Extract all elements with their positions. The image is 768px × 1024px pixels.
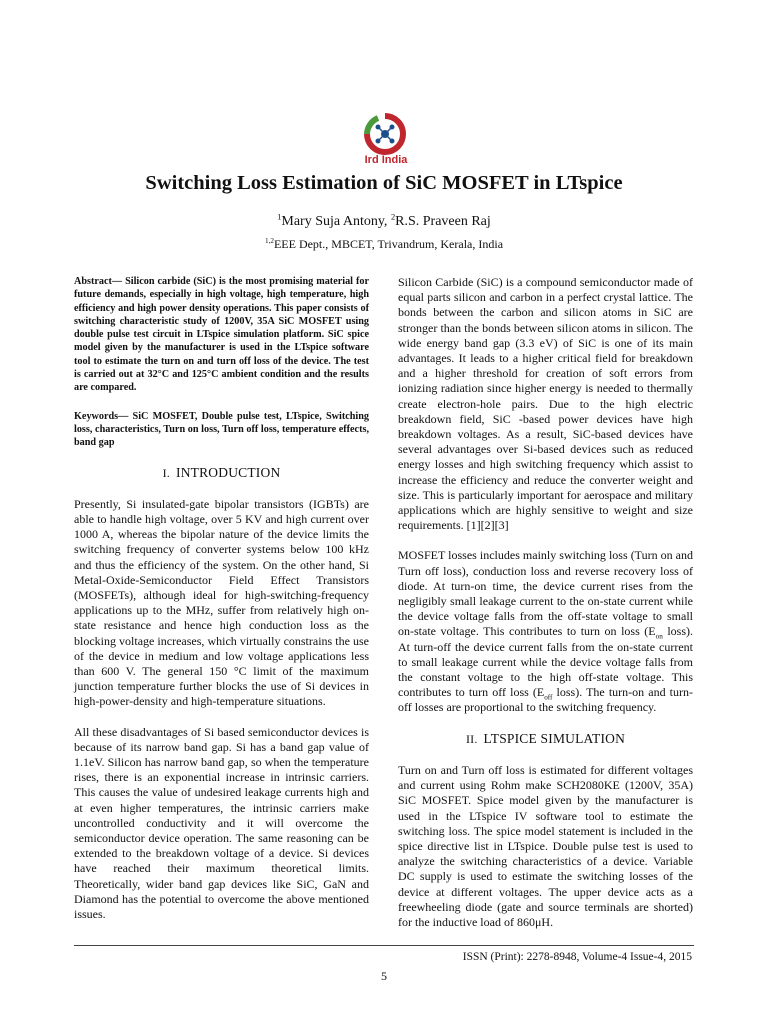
logo-text: Ird India — [364, 154, 408, 166]
logo-emblem-icon — [356, 112, 414, 156]
e-off-subscript: off — [544, 693, 553, 702]
e-on-subscript: on — [655, 632, 663, 641]
affiliation — [0, 237, 768, 252]
author2: R.S. Praveen Raj — [395, 214, 491, 229]
authors — [0, 214, 768, 230]
intro-paragraph-1: Presently, Si insulated-gate bipolar transistors (IGBTs) are able to handle high voltage, over 5 KV and high current over 1000 A, whereas the bipolar nature of the device limits the switching frequency of converter systems below 100 kHz and thus the efficiency of the system. On the other hand, Si Metal-Oxide-Semiconductor Field Effect Transistors (MOSFETs), although ideal for high-switching-frequency applications up to the MHz, suffer from relatively high on-state resistance and hence high conduction loss as the blocking voltage increases, which virtually constrains the use of the device in medium and low voltage applications less than 600 V. The general 150 °C limit of the maximum junction temperature further blocks the use of Si devices in high-power-density and high-temperature situations. — [74, 496, 369, 709]
affiliation-text: EEE Dept., MBCET, Trivandrum, Kerala, India — [273, 237, 504, 251]
ltspice-paragraph: Turn on and Turn off loss is estimated for different voltages and current using Rohm make SCH2080KE (1200V, 35A) SiC MOSFET. Spice model given by the manufacturer is used in the LTspice IV software tool to estimate the switching loss. The spice model statement is included in the spice directive list in LTspice. Double pulse test is used to analyze the switching characteristics of a device. Variable DC supply is used to estimate the switching losses of the device at different voltages. The upper device acts as a freewheeling diode (gate and source terminals are shorted) for the inductive load of 860μH. — [398, 762, 693, 929]
left-column — [74, 275, 369, 937]
section-heading-introduction — [74, 465, 369, 481]
keywords: Keywords— SiC MOSFET, Double pulse test, LTspice, Switching loss, characteristics, Turn on loss, Turn off loss, temperature effects, band gap — [74, 410, 369, 449]
author2-sup: 2 — [390, 212, 396, 222]
section-title: LTSPICE SIMULATION — [483, 730, 626, 746]
section-number: II. — [465, 731, 478, 746]
author1: Mary Suja Antony, — [281, 214, 391, 229]
author1-sup: 1 — [277, 212, 282, 222]
losses-text-1: MOSFET losses includes mainly switching loss (Turn on and Turn off loss), conduction loss and reverse recovery loss of diode. At turn-on time, the device current rises from the negligibly small leakage current to the on-state current while the device voltage falls from the off-state voltage to small on-state voltage. This contributes to turn on loss (E — [398, 548, 693, 639]
losses-text-2: loss). At turn-off the device current falls from the on-state current to small leakage current while the device voltage falls from the constant voltage to the high off-state voltage. This contributes to turn off loss (E — [398, 624, 693, 700]
page-number: 5 — [381, 969, 387, 983]
section-number: I. — [162, 465, 170, 480]
paper-title: Switching Loss Estimation of SiC MOSFET in LTspice — [145, 172, 623, 194]
affiliation-sup: 1,2 — [264, 237, 274, 245]
section-heading-ltspice — [398, 731, 693, 747]
mosfet-losses-paragraph — [398, 548, 693, 715]
losses-text-3: loss). The turn-on and turn-off losses are proportional to the switching frequency. — [398, 685, 693, 715]
intro-paragraph-2: All these disadvantages of Si based semiconductor devices is because of its narrow band gap. Si has a band gap value of 1.1eV. Silicon has narrow band gap, so when the temperature rises, there is an exponential increase in intrinsic carriers. This causes the value of undesired leakage currents high and at even higher temperatures, the intrinsic carriers make uncontrolled conductivity and it will overcome the semiconductor device operation. The same reasoning can be extended to the breakdown voltage of a device. Si devices have reached their maximum theoretical limits. Theoretically, wider band gap devices like SiC, GaN and Diamond has the potential to overcome the above mentioned issues. — [74, 724, 369, 922]
section-title: INTRODUCTION — [176, 464, 281, 480]
issn-footer: ISSN (Print): 2278-8948, Volume-4 Issue-4, 2015 — [462, 951, 692, 963]
sic-paragraph: Silicon Carbide (SiC) is a compound semiconductor made of equal parts silicon and carbon in a perfect crystal lattice. The bonds between the carbon and silicon atoms in SiC are stronger than the bonds between silicon atoms in silicon. The wide energy band gap (3.3 eV) of SiC is one of its main advantages. It leads to a higher critical field for breakdown and a higher threshold for creation of soft errors from ionizing radiation since higher energy is needed to thermally create electron-hole pairs. Due to the high electric breakdown field, SiC -based power devices have high breakdown voltages. As a result, SiC-based devices have several advantages over Si-based devices such as reduced energy losses and high switching frequency which assist to increase the efficiency and reduce the converter weight and size. This is particularly important for aerospace and military applications which are highly sensitive to weight and size requirements. [1][2][3] — [398, 275, 693, 533]
right-column — [398, 275, 693, 945]
footer-divider — [74, 945, 694, 946]
abstract: Abstract— Silicon carbide (SiC) is the most promising material for future demands, especially in high voltage, high temperature, high efficiency and high power density operations. This paper consists of switching characteristic study of 1200V, 35A SiC MOSFET using double pulse test circuit in LTspice simulation platform. SiC spice model given by the manufacturer is used in the LTspice software tool to estimate the turn on and turn off loss of the device. The test is carried out at 32°C and 125°C ambient condition and the results are compared. — [74, 276, 369, 394]
